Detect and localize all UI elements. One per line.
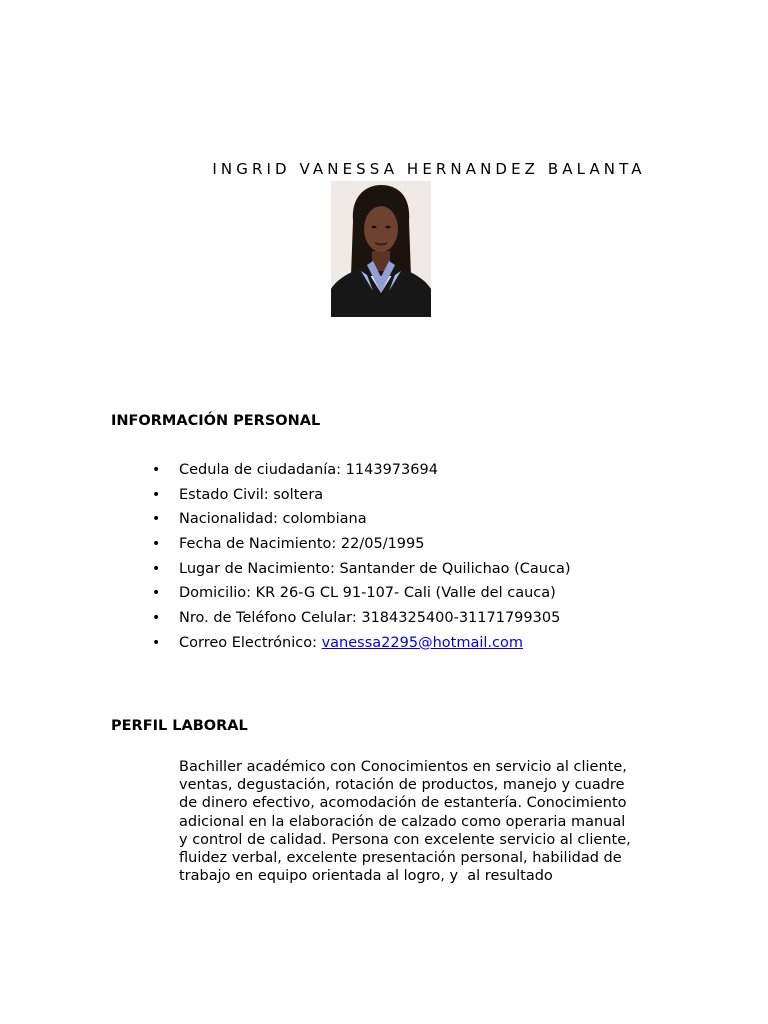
bullet-icon: • — [152, 610, 161, 627]
list-item-text: Lugar de Nacimiento: Santander de Quilichao (Cauca) — [179, 560, 571, 577]
bullet-icon: • — [152, 536, 161, 553]
list-item-text: Cedula de ciudadanía: 1143973694 — [179, 462, 438, 478]
paragraph-line: ventas, degustación, rotación de productos, manejo y cuadre — [179, 777, 625, 794]
bullet-icon: • — [152, 560, 161, 577]
bullet-icon: • — [152, 486, 161, 503]
work-profile-heading: PERFIL LABORAL — [111, 718, 248, 734]
list-item-text: Fecha de Nacimiento: 22/05/1995 — [179, 536, 425, 553]
list-item — [152, 559, 571, 584]
list-item — [152, 534, 571, 559]
bullet-icon: • — [152, 585, 161, 602]
list-item — [152, 509, 571, 534]
list-item-text: Estado Civil: soltera — [179, 486, 324, 503]
person-photo-icon — [331, 181, 431, 317]
personal-info-heading: INFORMACIÓN PERSONAL — [111, 413, 321, 429]
list-item-text: Nro. de Teléfono Celular: 3184325400-31171799305 — [179, 610, 561, 627]
email-link[interactable]: vanessa2295@hotmail.com — [321, 634, 523, 651]
list-item-text: Domicilio: KR 26-G CL 91-107- Cali (Valle del cauca) — [179, 585, 556, 602]
paragraph-line: Bachiller académico con Conocimientos en servicio al cliente, — [179, 759, 627, 775]
paragraph-line: de dinero efectivo, acomodación de estantería. Conocimiento — [179, 795, 627, 812]
list-item — [152, 608, 571, 633]
candidate-name: INGRID VANESSA HERNANDEZ BALANTA — [212, 160, 646, 178]
email-label: Correo Electrónico: — [179, 634, 322, 651]
paragraph-line: adicional en la elaboración de calzado como operaria manual — [179, 813, 626, 830]
bullet-icon: • — [152, 634, 161, 651]
list-item — [152, 460, 571, 485]
paragraph-line: fluidez verbal, excelente presentación personal, habilidad de — [179, 850, 622, 867]
list-item — [152, 485, 571, 510]
list-item — [152, 583, 571, 608]
bullet-icon: • — [152, 462, 161, 478]
bullet-icon: • — [152, 511, 161, 528]
list-item — [152, 633, 571, 658]
work-profile-paragraph — [179, 758, 659, 885]
paragraph-line: trabajo en equipo orientada al logro, y al resultado — [179, 868, 553, 885]
paragraph-line: y control de calidad. Persona con excelente servicio al cliente, — [179, 831, 631, 848]
list-item-text: Nacionalidad: colombiana — [179, 511, 367, 528]
personal-info-list — [152, 460, 571, 658]
